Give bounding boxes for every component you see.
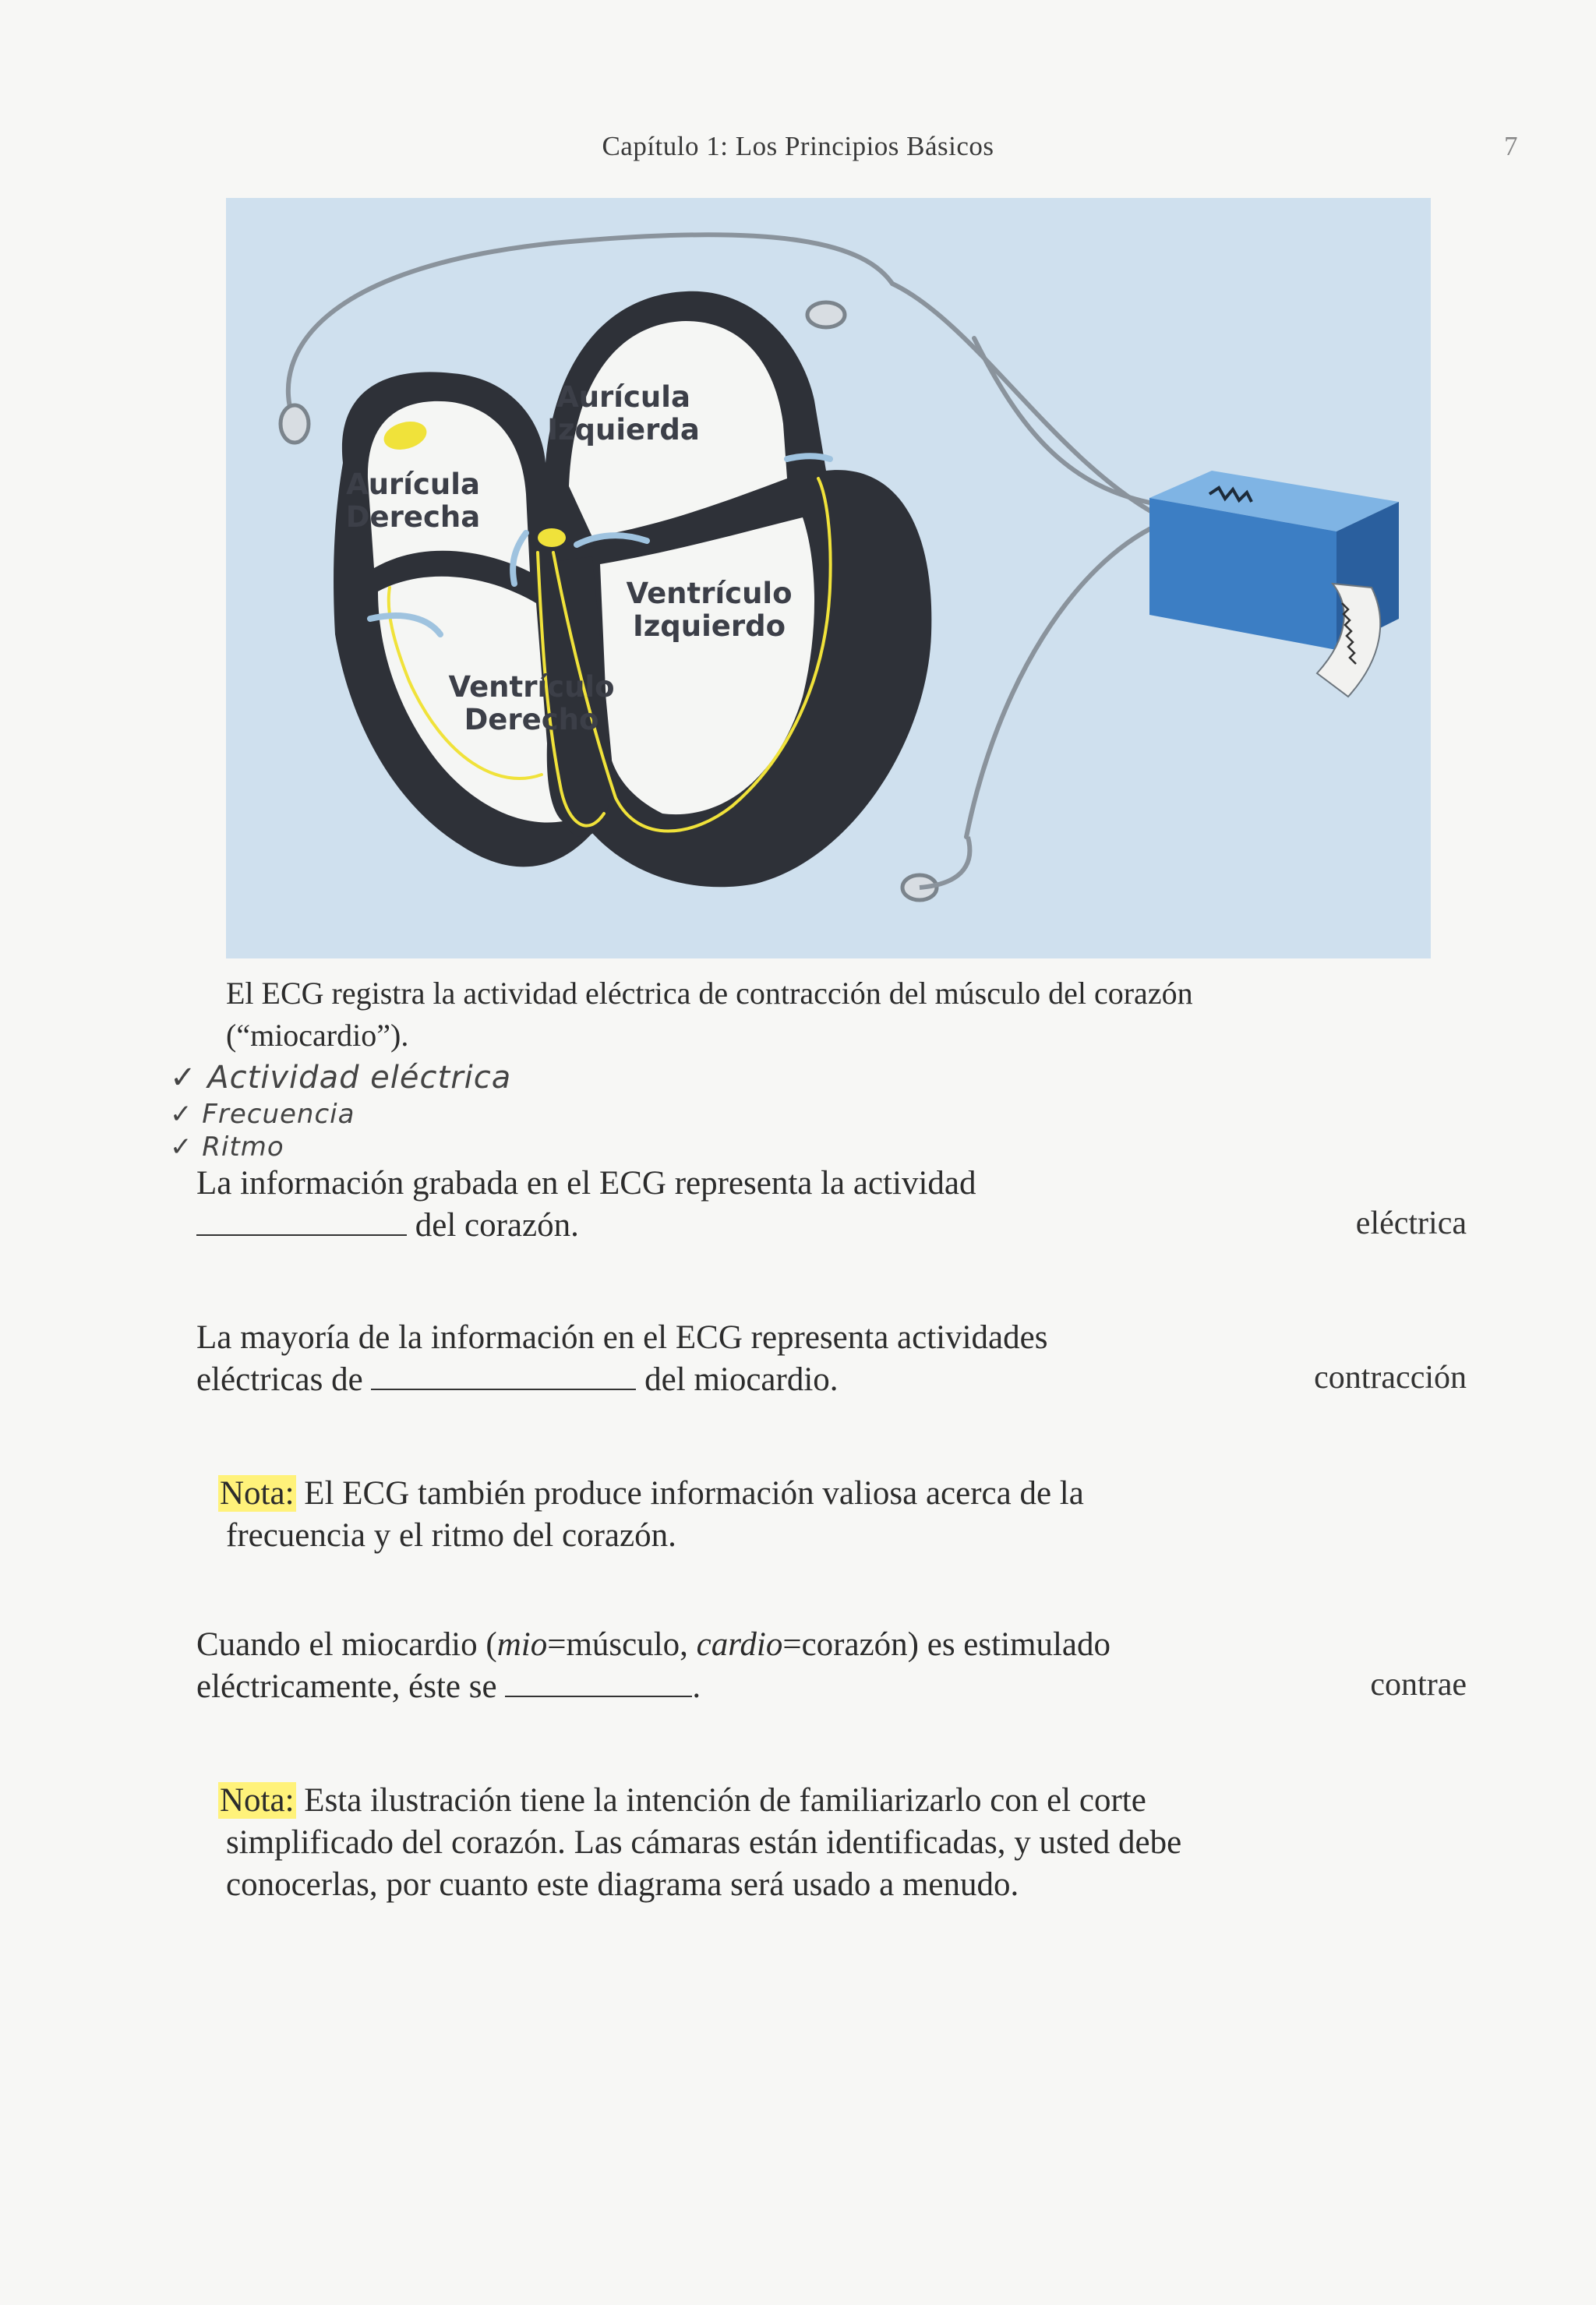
note2-label: Nota: bbox=[220, 1782, 295, 1819]
frame2-line2: eléctricas de del miocardio. bbox=[196, 1361, 839, 1398]
label-left-atrium-1: Aurícula bbox=[556, 380, 690, 414]
note1-line1: Nota: El ECG también produce información valiosa acerca de la bbox=[220, 1475, 1084, 1512]
frame3-line2: eléctricamente, éste se . bbox=[196, 1668, 701, 1705]
frame2-blank bbox=[371, 1365, 636, 1390]
label-right-atrium-1: Aurícula bbox=[346, 468, 480, 501]
frame3-line1: Cuando el miocardio (mio=músculo, cardio=corazón) es estimulado bbox=[196, 1626, 1111, 1663]
handwritten-note-3: ✓ Ritmo bbox=[170, 1131, 284, 1163]
label-left-ventricle-1: Ventrículo bbox=[626, 577, 793, 610]
frame1-answer: eléctrica bbox=[1355, 1205, 1467, 1241]
heart-ecg-figure bbox=[226, 198, 1431, 958]
page-number: 7 bbox=[1504, 131, 1518, 161]
frame3-answer: contrae bbox=[1370, 1667, 1467, 1703]
note1-line2: frecuencia y el ritmo del corazón. bbox=[226, 1517, 676, 1554]
label-right-ventricle-2: Derecho bbox=[464, 703, 599, 736]
label-left-atrium-2: Izquierda bbox=[547, 413, 700, 447]
frame2-answer: contracción bbox=[1314, 1360, 1467, 1396]
frame3-blank bbox=[505, 1672, 692, 1697]
label-right-atrium-2: Derecha bbox=[345, 500, 481, 534]
handwritten-note-1: ✓ Actividad eléctrica bbox=[170, 1060, 512, 1096]
note2-line1: Nota: Esta ilustración tiene la intención de familiarizarlo con el corte bbox=[220, 1782, 1146, 1819]
aortic-valve bbox=[787, 456, 830, 459]
note2-line2: simplificado del corazón. Las cámaras están identificadas, y usted debe bbox=[226, 1824, 1182, 1861]
note1-label: Nota: bbox=[220, 1475, 295, 1512]
figure-caption-line2: (“miocardio”). bbox=[226, 1018, 409, 1053]
label-left-ventricle-2: Izquierdo bbox=[632, 609, 786, 643]
frame1-line1: La información grabada en el ECG representa la actividad bbox=[196, 1165, 976, 1202]
electrode-top-icon bbox=[807, 302, 845, 327]
running-header: Capítulo 1: Los Principios Básicos bbox=[602, 131, 994, 161]
electrode-left-icon bbox=[281, 405, 309, 443]
figure-caption-line1: El ECG registra la actividad eléctrica de contracción del músculo del corazón bbox=[226, 976, 1193, 1011]
frame1-blank bbox=[196, 1211, 407, 1236]
handwritten-note-2: ✓ Frecuencia bbox=[170, 1099, 355, 1130]
frame2-line1: La mayoría de la información en el ECG representa actividades bbox=[196, 1319, 1048, 1356]
label-right-ventricle-1: Ventrículo bbox=[448, 670, 615, 704]
frame1-line2: del corazón. bbox=[196, 1205, 579, 1247]
av-node bbox=[538, 528, 566, 547]
note2-line3: conocerlas, por cuanto este diagrama será usado a menudo. bbox=[226, 1866, 1019, 1903]
